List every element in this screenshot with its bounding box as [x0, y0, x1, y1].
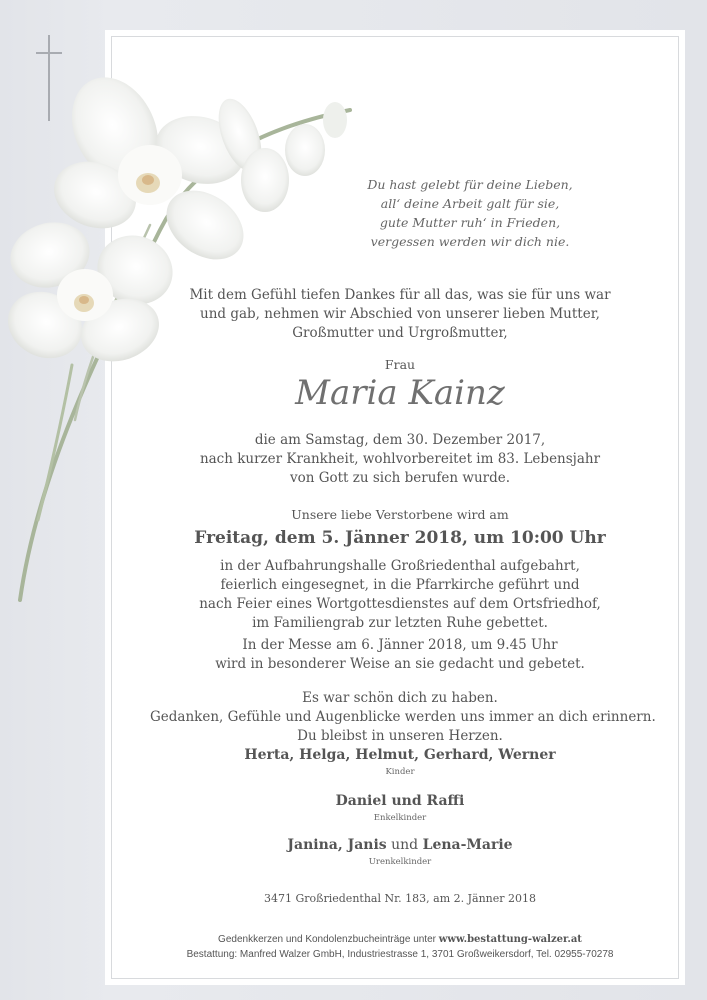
- great-grandchildren-conjunction: und: [386, 837, 423, 853]
- funeral-date: Freitag, dem 5. Jänner 2018, um 10:00 Uhr: [194, 528, 606, 548]
- mourners-children-names: Herta, Helga, Helmut, Gerhard, Werner: [244, 747, 556, 763]
- death-notice-line: von Gott zu sich berufen wurde.: [289, 470, 511, 486]
- farewell-line: Du bleibst in unseren Herzen.: [297, 728, 503, 744]
- mourners-grandchildren-relation: Enkelkinder: [373, 813, 427, 823]
- farewell-line: Es war schön dich zu haben.: [302, 690, 498, 706]
- mass-line: wird in besonderer Weise an sie gedacht und gebetet.: [215, 656, 585, 672]
- mourners-great-grandchildren-relation: Urenkelkinder: [368, 857, 432, 867]
- poem-line: all‘ deine Arbeit galt für sie,: [380, 196, 560, 211]
- mourners-children-relation: Kinder: [385, 767, 415, 777]
- funeral-details: [150, 557, 650, 633]
- death-notice: [150, 431, 650, 488]
- death-notice-line: die am Samstag, dem 30. Dezember 2017,: [254, 432, 546, 448]
- intro-line: Mit dem Gefühl tiefen Dankes für all das, was sie für uns war: [189, 287, 611, 303]
- salutation: Frau: [384, 357, 416, 372]
- farewell-line: Gedanken, Gefühle und Augenblicke werden uns immer an dich erinnern.: [150, 709, 656, 725]
- poem-line: gute Mutter ruh‘ in Frieden,: [379, 215, 561, 230]
- poem-line: vergessen werden wir dich nie.: [370, 234, 570, 249]
- mass-line: In der Messe am 6. Jänner 2018, um 9.45 Uhr: [242, 637, 558, 653]
- mass-notice: [150, 636, 650, 674]
- great-grandchildren-names-b: Lena-Marie: [422, 837, 513, 853]
- footer-condolence-text: Gedenkkerzen und Kondolenzbucheinträge unter: [218, 934, 439, 945]
- great-grandchildren-names-a: Janina, Janis: [287, 837, 387, 853]
- funeral-detail-line: feierlich eingesegnet, in die Pfarrkirche geführt und: [220, 577, 580, 593]
- farewell-text: [150, 689, 656, 746]
- death-notice-line: nach kurzer Krankheit, wohlvorbereitet im 83. Lebensjahr: [199, 451, 601, 467]
- intro-line: Großmutter und Urgroßmutter,: [292, 325, 508, 341]
- footer-line-2: Bestattung: Manfred Walzer GmbH, Industriestrasse 1, 3701 Großweikersdorf, Tel. 02955-70278: [186, 949, 614, 960]
- mourners-great-grandchildren-names: [150, 837, 650, 853]
- funeral-detail-line: in der Aufbahrungshalle Großriedenthal aufgebahrt,: [220, 558, 580, 574]
- funeral-detail-line: im Familiengrab zur letzten Ruhe gebettet.: [252, 615, 548, 631]
- deceased-name: Maria Kainz: [295, 373, 505, 413]
- mourners-grandchildren-names: Daniel und Raffi: [335, 793, 465, 809]
- funeral-detail-line: nach Feier eines Wortgottesdienstes auf dem Ortsfriedhof,: [199, 596, 601, 612]
- footer-line-1: [150, 934, 650, 945]
- orchid-flower-mid: [210, 93, 347, 212]
- footer-website-link[interactable]: www.bestattung-walzer.at: [438, 934, 582, 945]
- place-date: 3471 Großriedenthal Nr. 183, am 2. Jänner 2018: [263, 892, 537, 905]
- intro-line: und gab, nehmen wir Abschied von unserer lieben Mutter,: [200, 306, 600, 322]
- poem: [360, 175, 580, 251]
- funeral-intro: Unsere liebe Verstorbene wird am: [291, 507, 509, 522]
- poem-line: Du hast gelebt für deine Lieben,: [367, 177, 573, 192]
- intro-text: [150, 286, 650, 343]
